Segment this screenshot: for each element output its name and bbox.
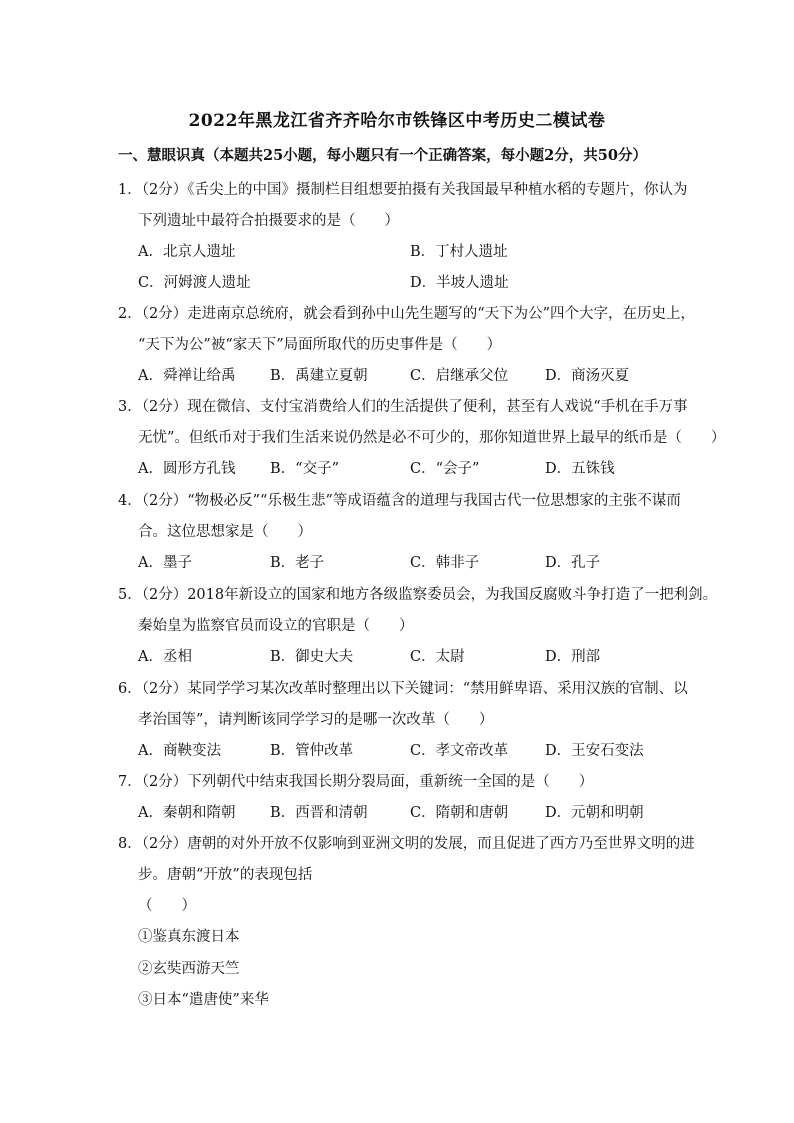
question-5-line-1: 5．（2分）2018年新设立的国家和地方各级监察委员会，为我国反腐败斗争打造了一把利剑。: [118, 587, 718, 603]
question-8-line-1: 8．（2分）唐朝的对外开放不仅影响到亚洲文明的发展，而且促进了西方乃至世界文明的进: [118, 836, 695, 852]
question-4-line-2: 合。这位思想家是（ ）: [138, 524, 312, 540]
question-3-line-1: 3．（2分）现在微信、支付宝消费给人们的生活提供了便利，甚至有人戏说“手机在手万事: [118, 399, 688, 415]
question-7-line-1: 7．（2分）下列朝代中结束我国长期分裂局面，重新统一全国的是（ ）: [118, 774, 594, 790]
question-1-line-1: 1．（2分）《舌尖上的中国》摄制栏目组想要拍摄有关我国最早种植水稻的专题片，你认为: [118, 182, 688, 198]
question-6-line-2: 孝治国等”，请判断该同学学习的是哪一次改革（ ）: [138, 712, 494, 728]
question-7-option-b: B．西晋和清朝: [270, 805, 368, 821]
question-1-option-b: B．丁村人遗址: [410, 244, 508, 260]
question-1-option-a: A．北京人遗址: [138, 244, 236, 260]
question-5-option-c: C．太尉: [410, 649, 465, 665]
question-5-option-a: A．丞相: [138, 649, 192, 665]
question-7-option-d: D．元朝和明朝: [545, 805, 644, 821]
question-6-option-d: D．王安石变法: [545, 743, 644, 759]
question-4-option-b: B．老子: [270, 555, 325, 571]
question-3-option-d: D．五铢钱: [545, 461, 615, 477]
question-2-line-2: “天下为公”被“家天下”局面所取代的历史事件是（ ）: [138, 337, 502, 353]
question-2-option-d: D．商汤灭夏: [545, 368, 630, 384]
question-4-option-d: D．孔子: [545, 555, 601, 571]
question-7-option-c: C．隋朝和唐朝: [410, 805, 509, 821]
question-5-option-d: D．刑部: [545, 649, 601, 665]
page-title: 2022年黑龙江省齐齐哈尔市铁锋区中考历史二模试卷: [188, 111, 606, 131]
question-1-line-2: 下列遗址中最符合拍摄要求的是（ ）: [138, 213, 399, 229]
question-5-line-2: 秦始皇为监察官员而设立的官职是（ ）: [138, 618, 414, 634]
question-4-option-a: A．墨子: [138, 555, 192, 571]
question-1-option-c: C．河姆渡人遗址: [138, 275, 251, 291]
question-8-bracket: （ ）: [138, 898, 196, 914]
question-1-option-d: D．半坡人遗址: [410, 275, 509, 291]
question-2-option-a: A．舜禅让给禹: [138, 368, 236, 384]
section-heading: 一、慧眼识真（本题共25小题，每小题只有一个正确答案，每小题2分，共50分）: [118, 147, 647, 164]
question-5-option-b: B．御史大夫: [270, 649, 354, 665]
question-2-line-1: 2．（2分）走进南京总统府，就会看到孙中山先生题写的“天下为公”四个大字，在历史上，: [118, 306, 696, 322]
question-4-line-1: 4．（2分）“物极必反”“乐极生悲”等成语蕴含的道理与我国古代一位思想家的主张不谋而: [118, 493, 681, 509]
question-3-option-a: A．圆形方孔钱: [138, 461, 236, 477]
question-6-option-c: C．孝文帝改革: [410, 743, 509, 759]
question-2-option-c: C．启继承父位: [410, 368, 509, 384]
question-8-item-1: ①鉴真东渡日本: [138, 929, 240, 945]
question-3-line-2: 无忧”。但纸币对于我们生活来说仍然是必不可少的，那你知道世界上最早的纸币是（ ）: [138, 430, 726, 446]
question-8-item-3: ③日本“遣唐使”来华: [138, 992, 269, 1008]
question-6-option-b: B．管仲改革: [270, 743, 354, 759]
question-7-option-a: A．秦朝和隋朝: [138, 805, 236, 821]
question-3-option-c: C．“会子”: [410, 461, 480, 477]
question-2-option-b: B．禹建立夏朝: [270, 368, 368, 384]
question-6-option-a: A．商鞅变法: [138, 743, 221, 759]
question-6-line-1: 6．（2分）某同学学习某次改革时整理出以下关键词：“禁用鲜卑语、采用汉族的官制、以: [118, 681, 688, 697]
question-4-option-c: C．韩非子: [410, 555, 480, 571]
question-3-option-b: B．“交子”: [270, 461, 339, 477]
question-8-item-2: ②玄奘西游天竺: [138, 961, 240, 977]
question-8-line-2: 步。唐朝“开放”的表现包括: [138, 867, 313, 883]
